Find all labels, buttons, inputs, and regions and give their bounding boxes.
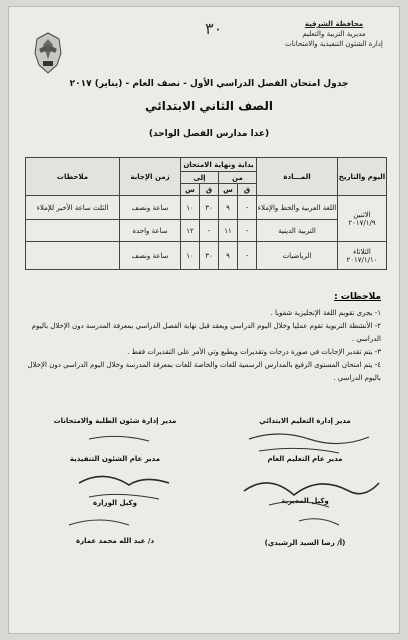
subject-cell: التربية الدينية [257,220,338,242]
to-hours-cell: ١٠ [181,196,200,220]
left-handwritten-signature [49,425,199,545]
department-label: إدارة الشئون التنفيذية والامتحانات [285,40,383,48]
subject-cell: اللغة العربية والخط والإملاء [257,196,338,220]
from-minutes-cell: - [238,242,257,270]
to-hours-cell: ١٢ [181,220,200,242]
note-item: ٤- يتم امتحان المستوى الرفيع بالمدارس الرسمية للغات والخاصة للغات بمعرفة المدرسة وخلال اليوم الدراسي دون الإخلال باليوم الدراسي . [27,361,381,382]
eagle-emblem-icon [27,29,69,77]
left-title-exams-director: مدير إدارة شئون الطلبة والامتحانات [53,417,177,425]
duration-cell: ساعة ونصف [120,242,181,270]
day-date: ٢٠١٧/١/٩ [348,218,376,227]
right-title-general-director: مدير عام التعليم العام [267,455,343,463]
note-cell [26,242,120,270]
handwritten-number: ٣٠ [205,19,223,38]
from-hours-cell: ٩ [219,196,238,220]
table-row [26,242,387,270]
from-minutes-cell: - [238,196,257,220]
day-date: ٢٠١٧/١/١٠ [346,255,378,264]
exam-schedule-table [25,157,387,270]
day-name: الاثنين [353,210,371,219]
note-item: ٢- الأنشطة التربوية تقوم عمليا وخلال اليوم الدراسي ويعقد قبل نهاية الفصل الدراسي بمعرفة المدرسة دون الإخلال باليوم الدراسي . [31,322,381,343]
note-cell: الثلث ساعة الأخير للإملاء [26,196,120,220]
header-start-end: بداية ونهاية الامتحان [181,158,257,172]
directorate-label: مديرية التربية والتعليم [302,30,366,38]
header-from-minutes: ق [238,184,257,196]
right-title-primary-director: مدير إدارة التعليم الابتدائي [259,417,351,425]
to-minutes-cell: ٣٠ [200,242,219,270]
left-signatory-name: د/ عبد الله محمد عمارة [75,537,155,545]
to-minutes-cell: ٣٠ [200,196,219,220]
table-row [26,220,387,242]
day-cell [338,242,387,270]
from-hours-cell: ١١ [219,220,238,242]
note-cell [26,220,120,242]
from-minutes-cell: - [238,220,257,242]
header-from: من [219,172,257,184]
subject-cell: الرياضيات [257,242,338,270]
header-notes: ملاحظات [26,158,120,196]
grade-title: الصف الثاني الابتدائي [145,99,273,113]
governorate-label: محافظة الشرقية [304,20,364,28]
ministry-header [279,19,389,49]
note-item: ٣- يتم تقدير الإجابات في صورة درجات وتقديرات ويطبع وتي الأمر على التقديرات فقط . [127,348,381,356]
right-handwritten-signature [239,425,389,545]
right-signatory-name: (أ/ رضا السيد الرشيدي) [264,539,346,547]
notes-list [25,307,381,385]
duration-cell: ساعة ونصف [120,196,181,220]
left-title-executive-director: مدير عام الشئون التنفيذية [69,455,161,463]
header-to-minutes: ق [200,184,219,196]
duration-cell: ساعة واحدة [120,220,181,242]
from-hours-cell: ٩ [219,242,238,270]
note-item: ١- يجرى تقويم اللغة الإنجليزية شفويا . [270,309,381,317]
header-subject: المـــادة [257,158,338,196]
notes-heading: ملاحظات : [334,292,381,302]
day-name: الثلاثاء [353,247,371,256]
schedule-title: جدول امتحان الفصل الدراسي الأول - نصف العام - (يناير) ٢٠١٧ [69,79,349,89]
header-duration: زمن الإجابة [120,158,181,196]
header-to: إلى [181,172,219,184]
document-page [8,6,400,634]
table-row [26,196,387,220]
school-type-note: (عدا مدارس الفصل الواحد) [148,129,270,139]
header-day: اليوم والتاريخ [338,158,387,196]
right-title-deputy: وكيل المديرية [281,497,329,505]
day-cell [338,196,387,242]
left-title-undersecretary: وكيل الوزارة [93,499,137,507]
to-hours-cell: ١٠ [181,242,200,270]
header-to-hours: س [181,184,200,196]
header-from-hours: س [219,184,238,196]
to-minutes-cell: - [200,220,219,242]
